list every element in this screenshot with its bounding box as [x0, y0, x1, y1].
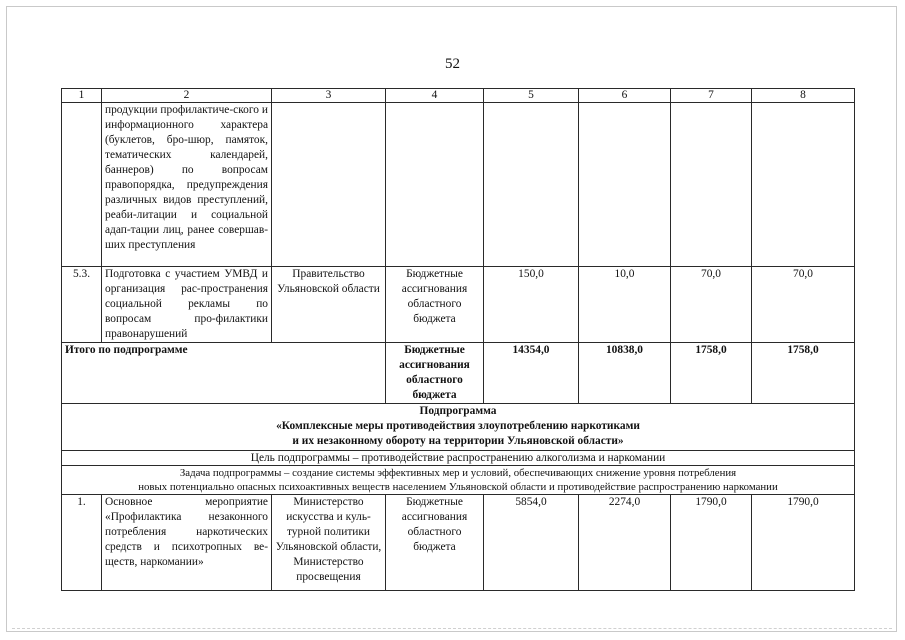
column-header-row: [62, 89, 855, 103]
subprogram-goal-row: [62, 451, 855, 466]
cell-empty: [484, 103, 579, 267]
cell-empty: [752, 103, 855, 267]
value-col8: 70,0: [752, 267, 855, 343]
value-col6: 10,0: [579, 267, 671, 343]
total-col5: 14354,0: [484, 343, 579, 404]
executor: Министерство искусства и куль-турной политики Ульяновской области, Министерство просвещения: [272, 495, 386, 591]
subprogram-title: [62, 404, 855, 451]
value-col7: 70,0: [671, 267, 752, 343]
budget-table: [61, 88, 855, 591]
total-funding-source: Бюджетные ассигнования областного бюджета: [386, 343, 484, 404]
value-col7: 1790,0: [671, 495, 752, 591]
table-row-5-3: [62, 267, 855, 343]
subprogram-task-line2: новых потенциально опасных психоактивных веществ населением Ульяновской области и противодействие распространению наркомании: [138, 481, 778, 493]
funding-source: Бюджетные ассигнования областного бюджета: [386, 267, 484, 343]
subprogram-title-line2: «Комплексные меры противодействия злоупотреблению наркотиками: [276, 420, 640, 432]
row-number: 5.3.: [62, 267, 102, 343]
cell-empty: [386, 103, 484, 267]
column-header: 5: [484, 89, 579, 103]
subprogram-title-line1: Подпрограмма: [419, 405, 497, 417]
executor: Правительство Ульяновской области: [272, 267, 386, 343]
column-header: 8: [752, 89, 855, 103]
subprogram-task-line1: Задача подпрограммы – создание системы эффективных мер и условий, обеспечивающих снижение уровня потребления: [179, 467, 737, 479]
cell-empty: [272, 103, 386, 267]
total-col6: 10838,0: [579, 343, 671, 404]
total-col8: 1758,0: [752, 343, 855, 404]
column-header: 2: [102, 89, 272, 103]
activity-description: Основное мероприятие «Профилактика незаконного потребления наркотических средств и психотропных ве-ществ, наркомании»: [102, 495, 272, 591]
activity-description: Подготовка с участием УМВД и организация рас-пространения социальной рекламы по вопросам про-филактики правонарушений: [102, 267, 272, 343]
column-header: 3: [272, 89, 386, 103]
subprogram-task-row: [62, 466, 855, 495]
activity-description: продукции профилактиче-ского и информационного характера (буклетов, бро-шюр, памяток, тематических календарей, баннеров) по вопросам правопорядка, предупреждения различных видов преступлений, реаби-литации и социальной адап-тации лиц, ранее совершав-ших преступления: [102, 103, 272, 267]
cell-empty: [671, 103, 752, 267]
table-row-1: [62, 495, 855, 591]
funding-source: Бюджетные ассигнования областного бюджета: [386, 495, 484, 591]
cell-empty: [62, 103, 102, 267]
scan-artifact-line: [12, 628, 892, 631]
subprogram-title-line3: и их незаконному обороту на территории Ульяновской области»: [292, 435, 624, 447]
page-number: 52: [445, 56, 460, 72]
value-col8: 1790,0: [752, 495, 855, 591]
column-header: 1: [62, 89, 102, 103]
value-col5: 5854,0: [484, 495, 579, 591]
table-row-total: [62, 343, 855, 404]
column-header: 4: [386, 89, 484, 103]
value-col5: 150,0: [484, 267, 579, 343]
subprogram-title-row: [62, 404, 855, 451]
total-label: Итого по подпрограмме: [62, 343, 386, 404]
total-col7: 1758,0: [671, 343, 752, 404]
value-col6: 2274,0: [579, 495, 671, 591]
column-header: 6: [579, 89, 671, 103]
subprogram-task: [62, 466, 855, 495]
row-number: 1.: [62, 495, 102, 591]
column-header: 7: [671, 89, 752, 103]
table-row-continued: [62, 103, 855, 267]
subprogram-goal: Цель подпрограммы – противодействие распространению алкоголизма и наркомании: [62, 451, 855, 466]
cell-empty: [579, 103, 671, 267]
